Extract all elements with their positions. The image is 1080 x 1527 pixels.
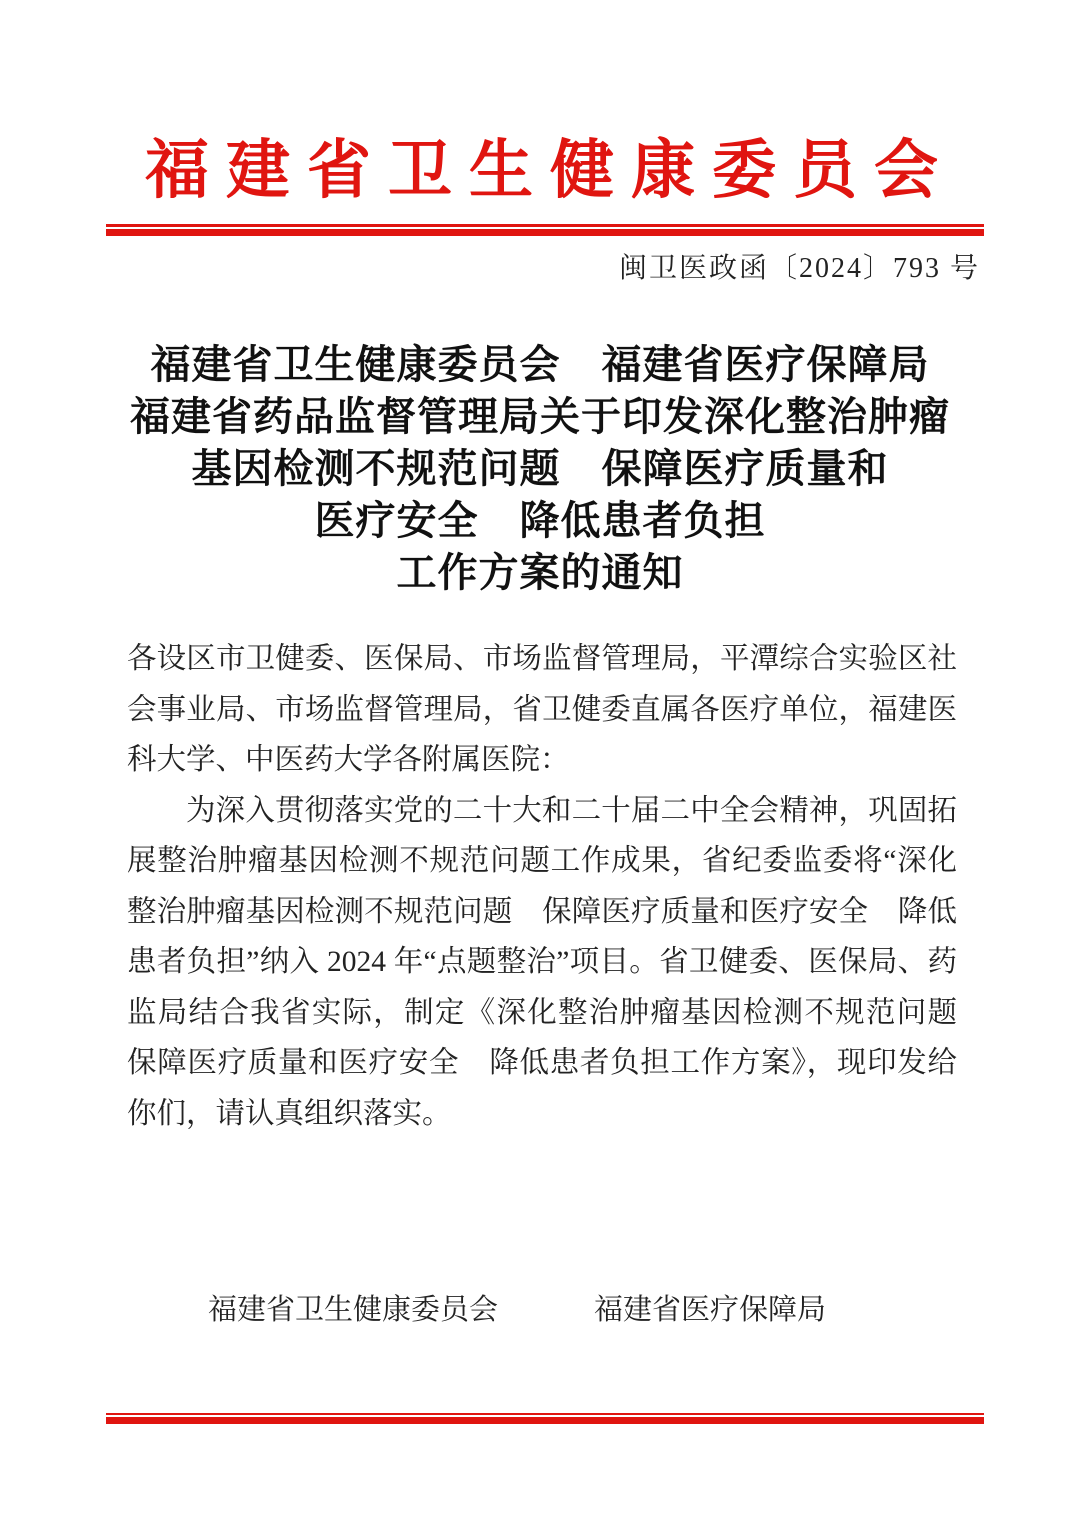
title-line-3: 基因检测不规范问题 保障医疗质量和 bbox=[191, 446, 889, 491]
body-paragraph: 为深入贯彻落实党的二十大和二十届二中全会精神，巩固拓展整治肿瘤基因检测不规范问题工作成果，省纪委监委将“深化整治肿瘤基因检测不规范问题 保障医疗质量和医疗安全 降低患者负担”纳入 2024 年“点题整治”项目。省卫健委、医保局、药监局结合我省实际，制定《深化整治肿瘤基因检测不规范问题 保障医疗质量和医疗安全 降低患者负担工作方案》，现印发给你们，请认真组织落实。 bbox=[127, 794, 987, 1130]
signature-row bbox=[208, 1292, 826, 1328]
signature-left: 福建省卫生健康委员会 bbox=[208, 1294, 499, 1326]
agency-masthead: 福建省卫生健康委员会 bbox=[145, 135, 955, 206]
doc-number: 闽卫医政函〔2024〕793 号 bbox=[618, 253, 980, 284]
document-body bbox=[127, 634, 987, 1139]
signature-right: 福建省医疗保障局 bbox=[594, 1294, 827, 1326]
footer-divider bbox=[106, 1413, 984, 1424]
title-line-2: 福建省药品监督管理局关于印发深化整治肿瘤 bbox=[130, 394, 950, 439]
title-line-1: 福建省卫生健康委员会 福建省医疗保障局 bbox=[150, 342, 930, 387]
salutation: 各设区市卫健委、医保局、市场监督管理局，平潭综合实验区社会事业局、市场监督管理局，省卫健委直属各医疗单位，福建医科大学、中医药大学各附属医院： bbox=[127, 643, 957, 776]
masthead-divider bbox=[106, 224, 984, 236]
divider-thick-line bbox=[106, 1417, 984, 1424]
title-line-5: 工作方案的通知 bbox=[396, 550, 684, 595]
divider-thick-line bbox=[106, 229, 984, 236]
title-line-4: 医疗安全 降低患者负担 bbox=[314, 498, 766, 543]
document-title bbox=[0, 339, 1080, 599]
